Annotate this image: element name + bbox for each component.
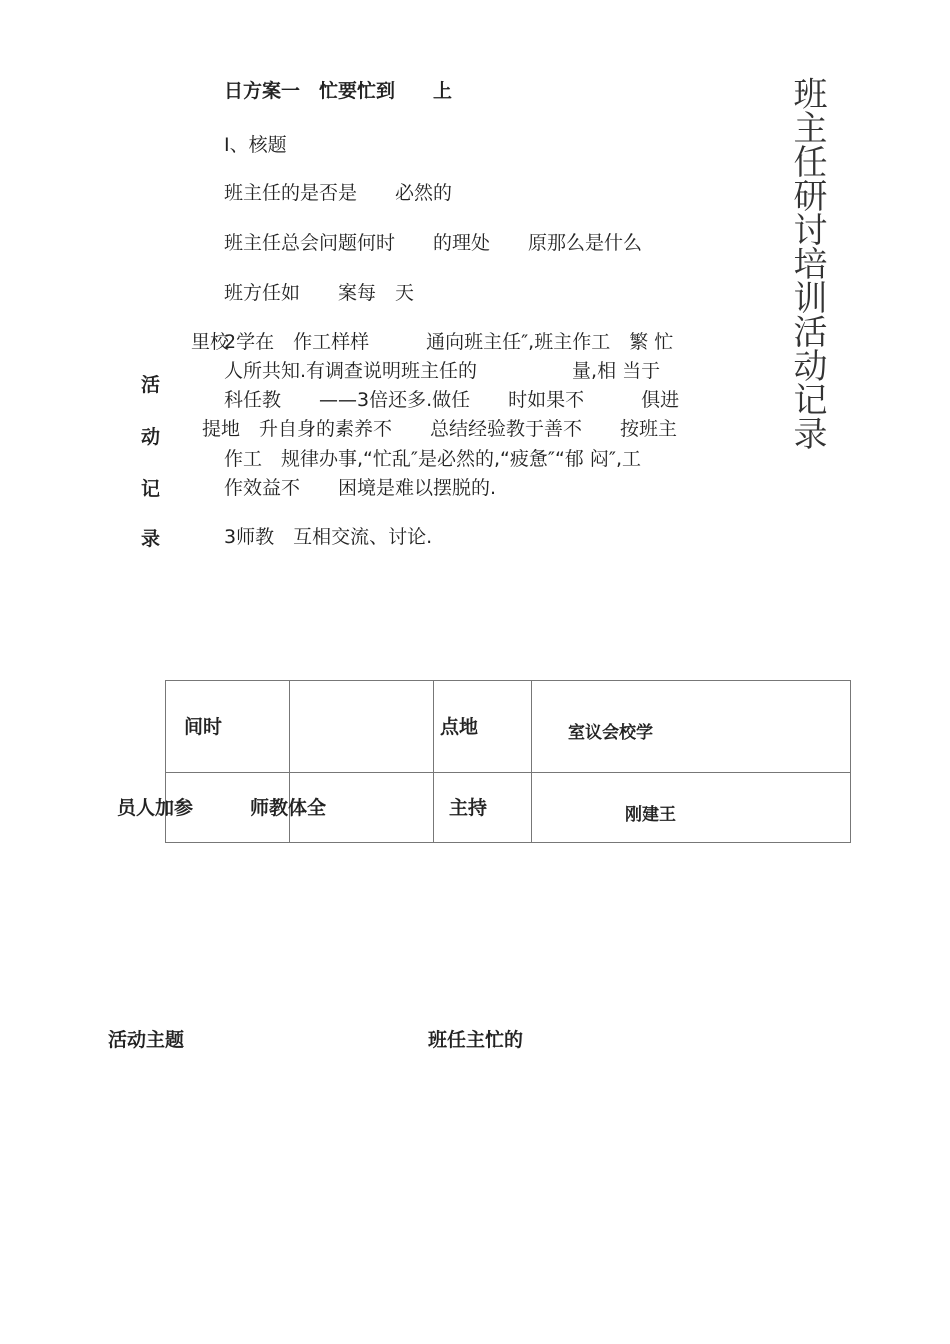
participants-value: 师教体全 xyxy=(250,797,327,819)
side-label-char-1: 活 xyxy=(141,374,161,396)
host-label: 主持 xyxy=(449,797,488,819)
place-value: 室议会校学 xyxy=(568,723,653,743)
topic-heading: Ⅰ、核题 xyxy=(224,134,287,156)
time-label: 间时 xyxy=(184,716,223,738)
side-title: 班主任研讨培训活动记录 xyxy=(787,76,827,450)
para2-line-5: 作工 规律办事,“忙乱″是必然的,“疲惫″“郁 闷″,工 xyxy=(224,448,641,470)
para2-line-4: 提地 升自身的素养不 总结经验教于善不 按班主 xyxy=(202,418,678,440)
para2-line-3: 科任教 ——3倍还多.做任 时如果不 俱进 xyxy=(224,389,680,411)
para3: 3师教 互相交流、讨论. xyxy=(224,526,433,548)
para2-line-1: 2学在 作工样样 通向班主任″,班主作工 繁 忙 xyxy=(224,331,674,353)
place-label: 点地 xyxy=(440,716,479,738)
side-label-char-2: 动 xyxy=(141,426,161,448)
para2-line-6: 作效益不 困境是难以摆脱的. xyxy=(224,477,497,499)
para2-line-2: 人所共知.有调查说明班主任的 量,相 当于 xyxy=(224,360,661,382)
question-1: 班主任的是否是 必然的 xyxy=(224,182,453,204)
host-value: 刚建王 xyxy=(625,805,676,825)
side-label-char-3: 记 xyxy=(141,478,161,500)
theme-label: 活动主题 xyxy=(108,1029,185,1051)
theme-value: 班任主忙的 xyxy=(428,1029,524,1051)
plan-title: 日方案一 忙要忙到 上 xyxy=(224,80,453,102)
participants-label: 员人加参 xyxy=(117,797,194,819)
question-2: 班主任总会问题何时 的理处 原那么是什么 xyxy=(224,232,643,254)
side-label-char-4: 录 xyxy=(141,528,161,550)
para2-lead: 里校 xyxy=(191,331,230,353)
question-3: 班方任如 案每 天 xyxy=(224,282,415,304)
